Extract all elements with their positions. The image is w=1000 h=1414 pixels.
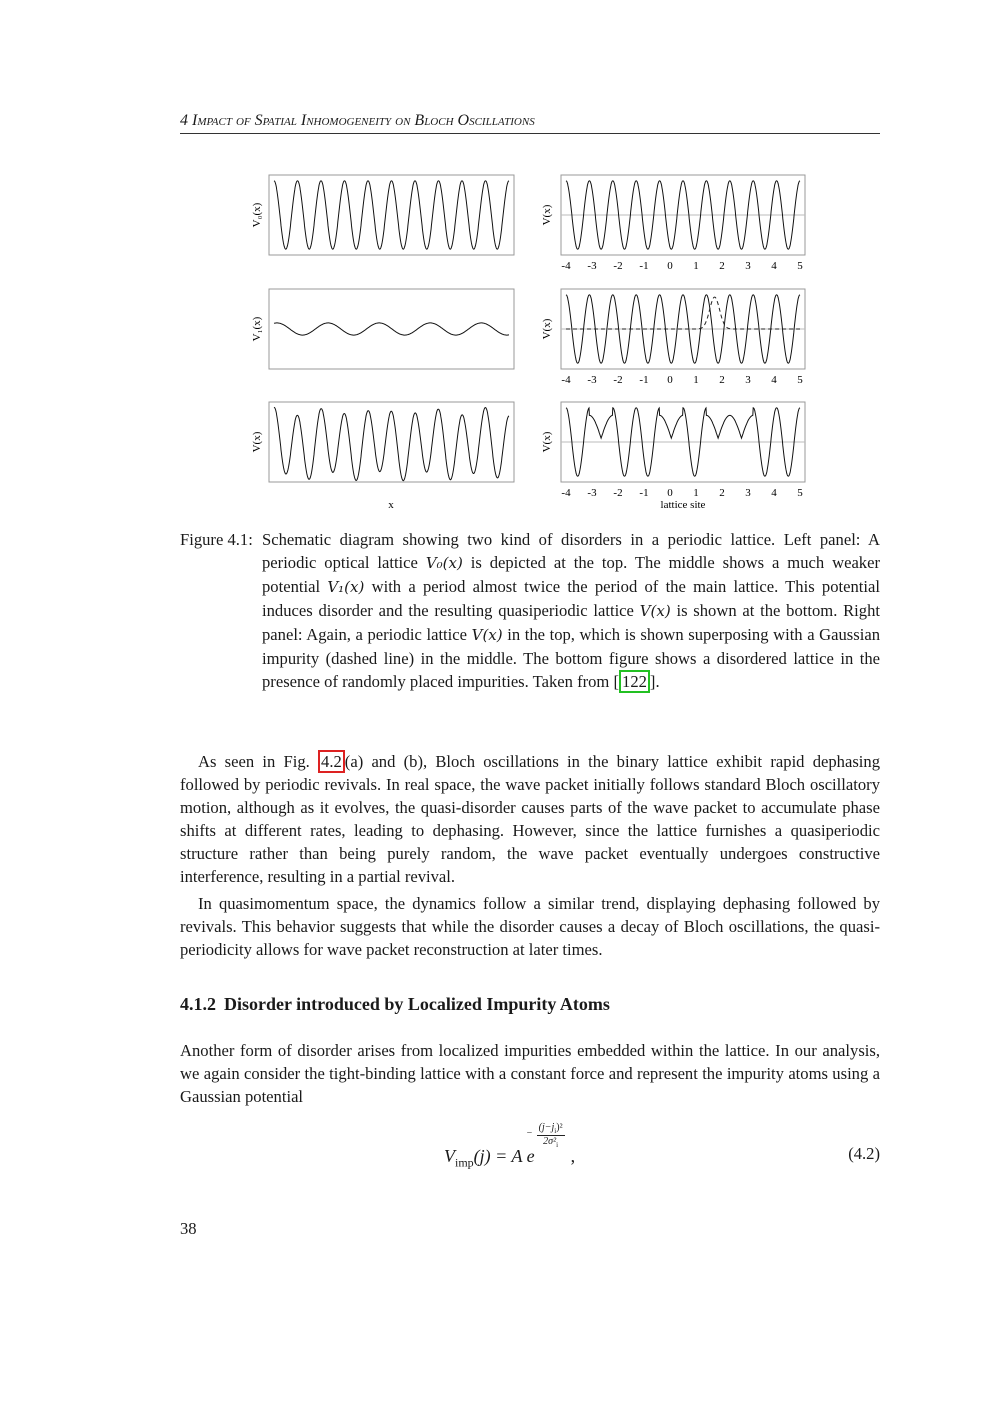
equation-math: [444, 1122, 576, 1171]
xtick-label: -4: [561, 374, 571, 386]
caption-math: V(x): [471, 626, 503, 644]
right-ylabel: V(x): [541, 318, 553, 340]
caption-part: in the top, which is shown superposing with a Gaussian impurity (dashed line) in the middle. The bottom figure shows a disordered lattice in the presence of randomly placed impurities. Taken from [: [262, 625, 880, 691]
caption-part: with a period almost twice the period of the main lattice. This potential induces disorder and the resulting quasiperiodic lattice: [262, 577, 880, 620]
xtick-label: -2: [613, 260, 623, 272]
potential-curve: [274, 181, 509, 249]
potential-curve: [274, 323, 509, 335]
body-paragraph-3: [180, 1039, 880, 1112]
right-ylabel: V(x): [541, 204, 553, 226]
caption-text: [262, 528, 880, 693]
caption-label: Figure 4.1:: [180, 530, 253, 549]
section-heading: [180, 994, 618, 1015]
eq-exp-den: 2σ²: [543, 1136, 557, 1147]
left-xlabel: x: [388, 499, 394, 511]
xtick-label: 2: [719, 487, 725, 499]
paragraph-1: [180, 750, 880, 888]
equation-4-2: [180, 1124, 880, 1174]
plot-frame: [269, 175, 514, 255]
paragraph-3: Another form of disorder arises from localized impurities embedded within the lattice. In our analysis, we again consider the tight-binding lattice with a constant force and represent the impurity atoms using a Gaussian potential: [180, 1041, 880, 1106]
xtick-label: 0: [667, 374, 673, 386]
gaussian-impurity-dashed: [566, 297, 800, 329]
xtick-label: 5: [797, 487, 803, 499]
left-ylabel: V₁(x): [251, 316, 263, 342]
xtick-label: -1: [639, 374, 649, 386]
xtick-label: 4: [771, 260, 777, 272]
equation-number: (4.2): [848, 1144, 880, 1163]
figure-caption: [180, 528, 880, 693]
left-ylabel: V(x): [251, 431, 263, 453]
section-title: Disorder introduced by Localized Impurity Atoms: [224, 994, 610, 1014]
section-number: 4.1.2: [180, 994, 216, 1014]
eq-lhs-sub: imp: [455, 1155, 474, 1170]
left-ylabel: V₀(x): [251, 202, 263, 228]
xtick-label: 2: [719, 374, 725, 386]
eq-arg: (j) = A e: [473, 1146, 535, 1166]
caption-math: V(x): [639, 602, 671, 620]
xtick-label: 0: [667, 487, 673, 499]
caption-part: ].: [649, 672, 660, 691]
xtick-label: -2: [613, 374, 623, 386]
page-number: 38: [180, 1219, 197, 1238]
caption-math: V₁(x): [327, 578, 365, 596]
chapter-title: Impact of Spatial Inhomogeneity on Bloch Oscillations: [192, 112, 535, 129]
running-header: [180, 112, 880, 134]
xtick-label: -1: [639, 260, 649, 272]
xtick-label: -3: [587, 487, 597, 499]
potential-curve: [274, 407, 509, 480]
xtick-label: 2: [719, 260, 725, 272]
right-ylabel: V(x): [541, 431, 553, 453]
xtick-label: 4: [771, 487, 777, 499]
eq-lhs: V: [444, 1146, 455, 1166]
figure-4-1: [240, 165, 820, 515]
caption-math: V₀(x): [425, 554, 463, 572]
para-text: (a) and (b), Bloch oscillations in the binary lattice exhibit rapid dephasing followed by periodic revivals. In real space, the wave packet initially follows standard Bloch oscillatory motion, although as it evolves, the quasi-disorder causes parts of the wave packet to accumulate phase shifts at different rates, leading to dephasing. However, since the lattice furnishes a quasiperiodic structure rather than being purely random, the wave packet eventually undergoes constructive interference, resulting in a partial revival.: [180, 752, 880, 886]
right-panel: [541, 175, 805, 499]
figure-ref-link[interactable]: 4.2: [318, 750, 345, 773]
eq-exp-num-end: )²: [556, 1122, 563, 1133]
left-panel: [251, 175, 514, 482]
xtick-label: 5: [797, 260, 803, 272]
xtick-label: 1: [693, 487, 699, 499]
body-paragraphs: [180, 750, 880, 965]
xtick-label: -2: [613, 487, 623, 499]
xtick-label: -4: [561, 487, 571, 499]
xtick-label: 3: [745, 487, 751, 499]
xtick-label: -4: [561, 260, 571, 272]
eq-exp-num: (j−j: [538, 1122, 555, 1133]
eq-exp-num-sub: i: [554, 1127, 557, 1135]
eq-exponent: − $(j-j_i)^2$ $2\sigma^2_i$: [526, 1122, 563, 1149]
xtick-label: 0: [667, 260, 673, 272]
chapter-number: 4: [180, 112, 188, 129]
xtick-label: 3: [745, 260, 751, 272]
caption-part: Schematic diagram showing two kind of disorders in a periodic lattice. Left panel: A periodic optical lattice: [262, 530, 880, 572]
paragraph-2: In quasimomentum space, the dynamics follow a similar trend, displaying dephasing followed by revivals. This behavior suggests that while the disorder causes a decay of Bloch oscillations, the quasi-periodicity allows for wave packet reconstruction at later times.: [180, 894, 880, 959]
xtick-label: 3: [745, 374, 751, 386]
caption-part: is shown at the bottom. Right panel: Again, a periodic lattice: [262, 601, 880, 644]
xtick-label: -1: [639, 487, 649, 499]
citation-link[interactable]: 122: [619, 670, 650, 693]
xtick-label: 1: [693, 374, 699, 386]
right-xlabel: lattice site: [660, 499, 706, 511]
eq-exp-den-sub: i: [556, 1141, 559, 1149]
eq-trail: ,: [570, 1146, 576, 1166]
para-text: As seen in Fig.: [198, 752, 319, 771]
caption-part: is depicted at the top. The middle shows a much weaker potential: [262, 553, 880, 596]
xtick-label: 5: [797, 374, 803, 386]
xtick-label: 4: [771, 374, 777, 386]
xtick-label: -3: [587, 374, 597, 386]
xtick-label: -3: [587, 260, 597, 272]
xtick-label: 1: [693, 260, 699, 272]
